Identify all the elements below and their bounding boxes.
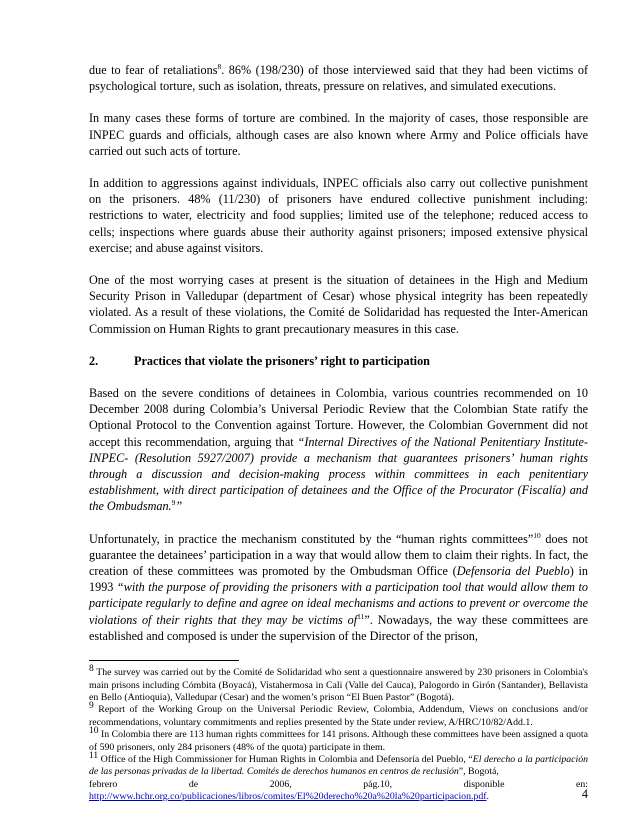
section-number: 2.	[89, 353, 99, 368]
paragraph-human-rights-committees: Unfortunately, in practice the mechanism constituted by the “human rights committees”$^{10}$ does not guarantee the detainees’ participation in a way that would allow them to claim their rights. In fact, the creation of these committees was promoted by the Ombudsman Office (Defensoria del Pueblo) in 1993 “with the purpose of providing the prisoners with a participation tool that would allow them to participate regularly to define and agree on ideal mechanisms and actions to prevent or overcome the violations of their rights that they may be victims $of^{11}$”. Nowadays, the way these committees are established and composed is under the supervision of the Director of the prison,	[89, 530, 589, 643]
footnote-8: $^8$ The survey was carried out by the Comité de Solidaridad who sent a questionnaire answered by 230 prisoners in Colombia's main prisons including Cómbita (Boyacá), Vistahermosa in Cali (Valle del Cauca), Palogordo in Girón (Santander), Bellavista en Bello (Antioquia), Valledupar (Cesar) and the women’s prison “El Buen Pastor” (Bogotá).	[89, 664, 588, 703]
footnote-10: $^{10}$ In Colombia there are 113 human rights committees for 141 prisons. Although these committees have been assigned a quota of 590 prisoners, only 284 prisoners (48% of the quota) participate in them.	[89, 726, 588, 753]
quote-government: “Internal Directives of the National Penitentiary Institute-INPEC- (Resolution 5927/2007) provide a mechanism that guarantees prisoners’ human rights through a discussion and decision-making process within committees in each penitentiary establishment, with direct participation of detainees and the Office of the Procurator (Fiscalía) and the Ombudsman.	[89, 434, 588, 514]
footnote-11-url-line: http://www.hchr.org.co/publicaciones/libros/comites/El%20derecho%20a%20la%20participacion.pdf.	[89, 791, 489, 803]
footnote-11: $^{11}$ Office of the High Commissioner for Human Rights in Colombia and Defensoría del Pueblo, “El derecho a la participación de las personas privadas de la libertad. Comités de derechos humanos en centros de reclusión”, Bogotá,	[89, 750, 588, 778]
document-page	[89, 62, 588, 804]
section-heading	[89, 353, 588, 369]
footnote-9: $^9$ Report of the Working Group on the Universal Periodic Review, Colombia, Addendum, Views on conclusions and/or recommendations, voluntary commitments and replies presented by the State under review, A/HRC/10/82/Add.1.	[89, 701, 588, 728]
footnote-ref-10[interactable]: 10	[533, 530, 541, 540]
paragraph-valledupar: One of the most worrying cases at present is the situation of detainees in the High and Medium Security Prison in Valledupar (department of Cesar) whose physical integrity has been repeatedly violated. As a result of these violations, the Comité de Solidaridad has requested the Inter-American Commission on Human Rights to grant precautionary measures in this case.	[89, 273, 588, 336]
footnote-ref-8[interactable]: 8	[217, 61, 222, 71]
section-title: Practices that violate the prisoners’ right to participation	[134, 353, 430, 368]
footnote-ref-11[interactable]: 11	[357, 611, 365, 621]
paragraph-collective-punishment: In addition to aggressions against individuals, INPEC officials also carry out collective punishment on the prisoners. 48% (11/230) of prisoners have endured collective punishment including: restrictions to water, electricity and food supplies; limited use of the telephone; reduced access to cells; inspections where guards abuse their authority against prisoners; imposed extensive physical exercise; and abuse against visitors.	[89, 176, 588, 255]
paragraph-retaliation: due to fear of retaliations$^8$. 86% (198/230) of those interviewed said that they had been victims of psychological torture, such as isolation, threats, pressure on relatives, and simulated executions.	[89, 61, 589, 94]
page-number: 4	[581, 787, 588, 801]
hchr-link[interactable]: http://www.hchr.org.co/publicaciones/libros/comites/El%20derecho%20a%20la%20participacion.pdf	[89, 791, 487, 803]
footnote-ref-9[interactable]: 9	[171, 498, 176, 508]
quote-ombudsman: “with the purpose of providing the prisoners with a participation tool that would allow them to participate regularly to define and agree on ideal mechanisms and actions to prevent or overcome the violations of their rights that they may be victims of	[89, 580, 589, 627]
paragraph-combined-torture: In many cases these forms of torture are combined. In the majority of cases, those responsible are INPEC guards and officials, although cases are also known where Army and Police officials have carried out such acts of torture.	[89, 111, 588, 158]
footnote-separator	[89, 660, 239, 661]
paragraph-upr-recommendation: Based on the severe conditions of detainees in Colombia, various countries recommended on 10 December 2008 during Colombia’s Universal Periodic Review that the Colombian State ratify the Optional Protocol to the Convention against Torture. However, the Colombian Government did not accept this recommendation, arguing that “Internal Directives of the National Penitentiary Institute-INPEC- (Resolution 5927/2007) provide a mechanism that guarantees prisoners’ human rights through a discussion and decision-making process within committees in each penitentiary establishment, with direct participation of detainees and the Office of the Procurator (Fiscalía) and the Ombudsman.$^9$”	[89, 386, 588, 514]
footnote-11-spread-line: febrero de 2006, pág.10, disponible en:	[89, 778, 588, 790]
